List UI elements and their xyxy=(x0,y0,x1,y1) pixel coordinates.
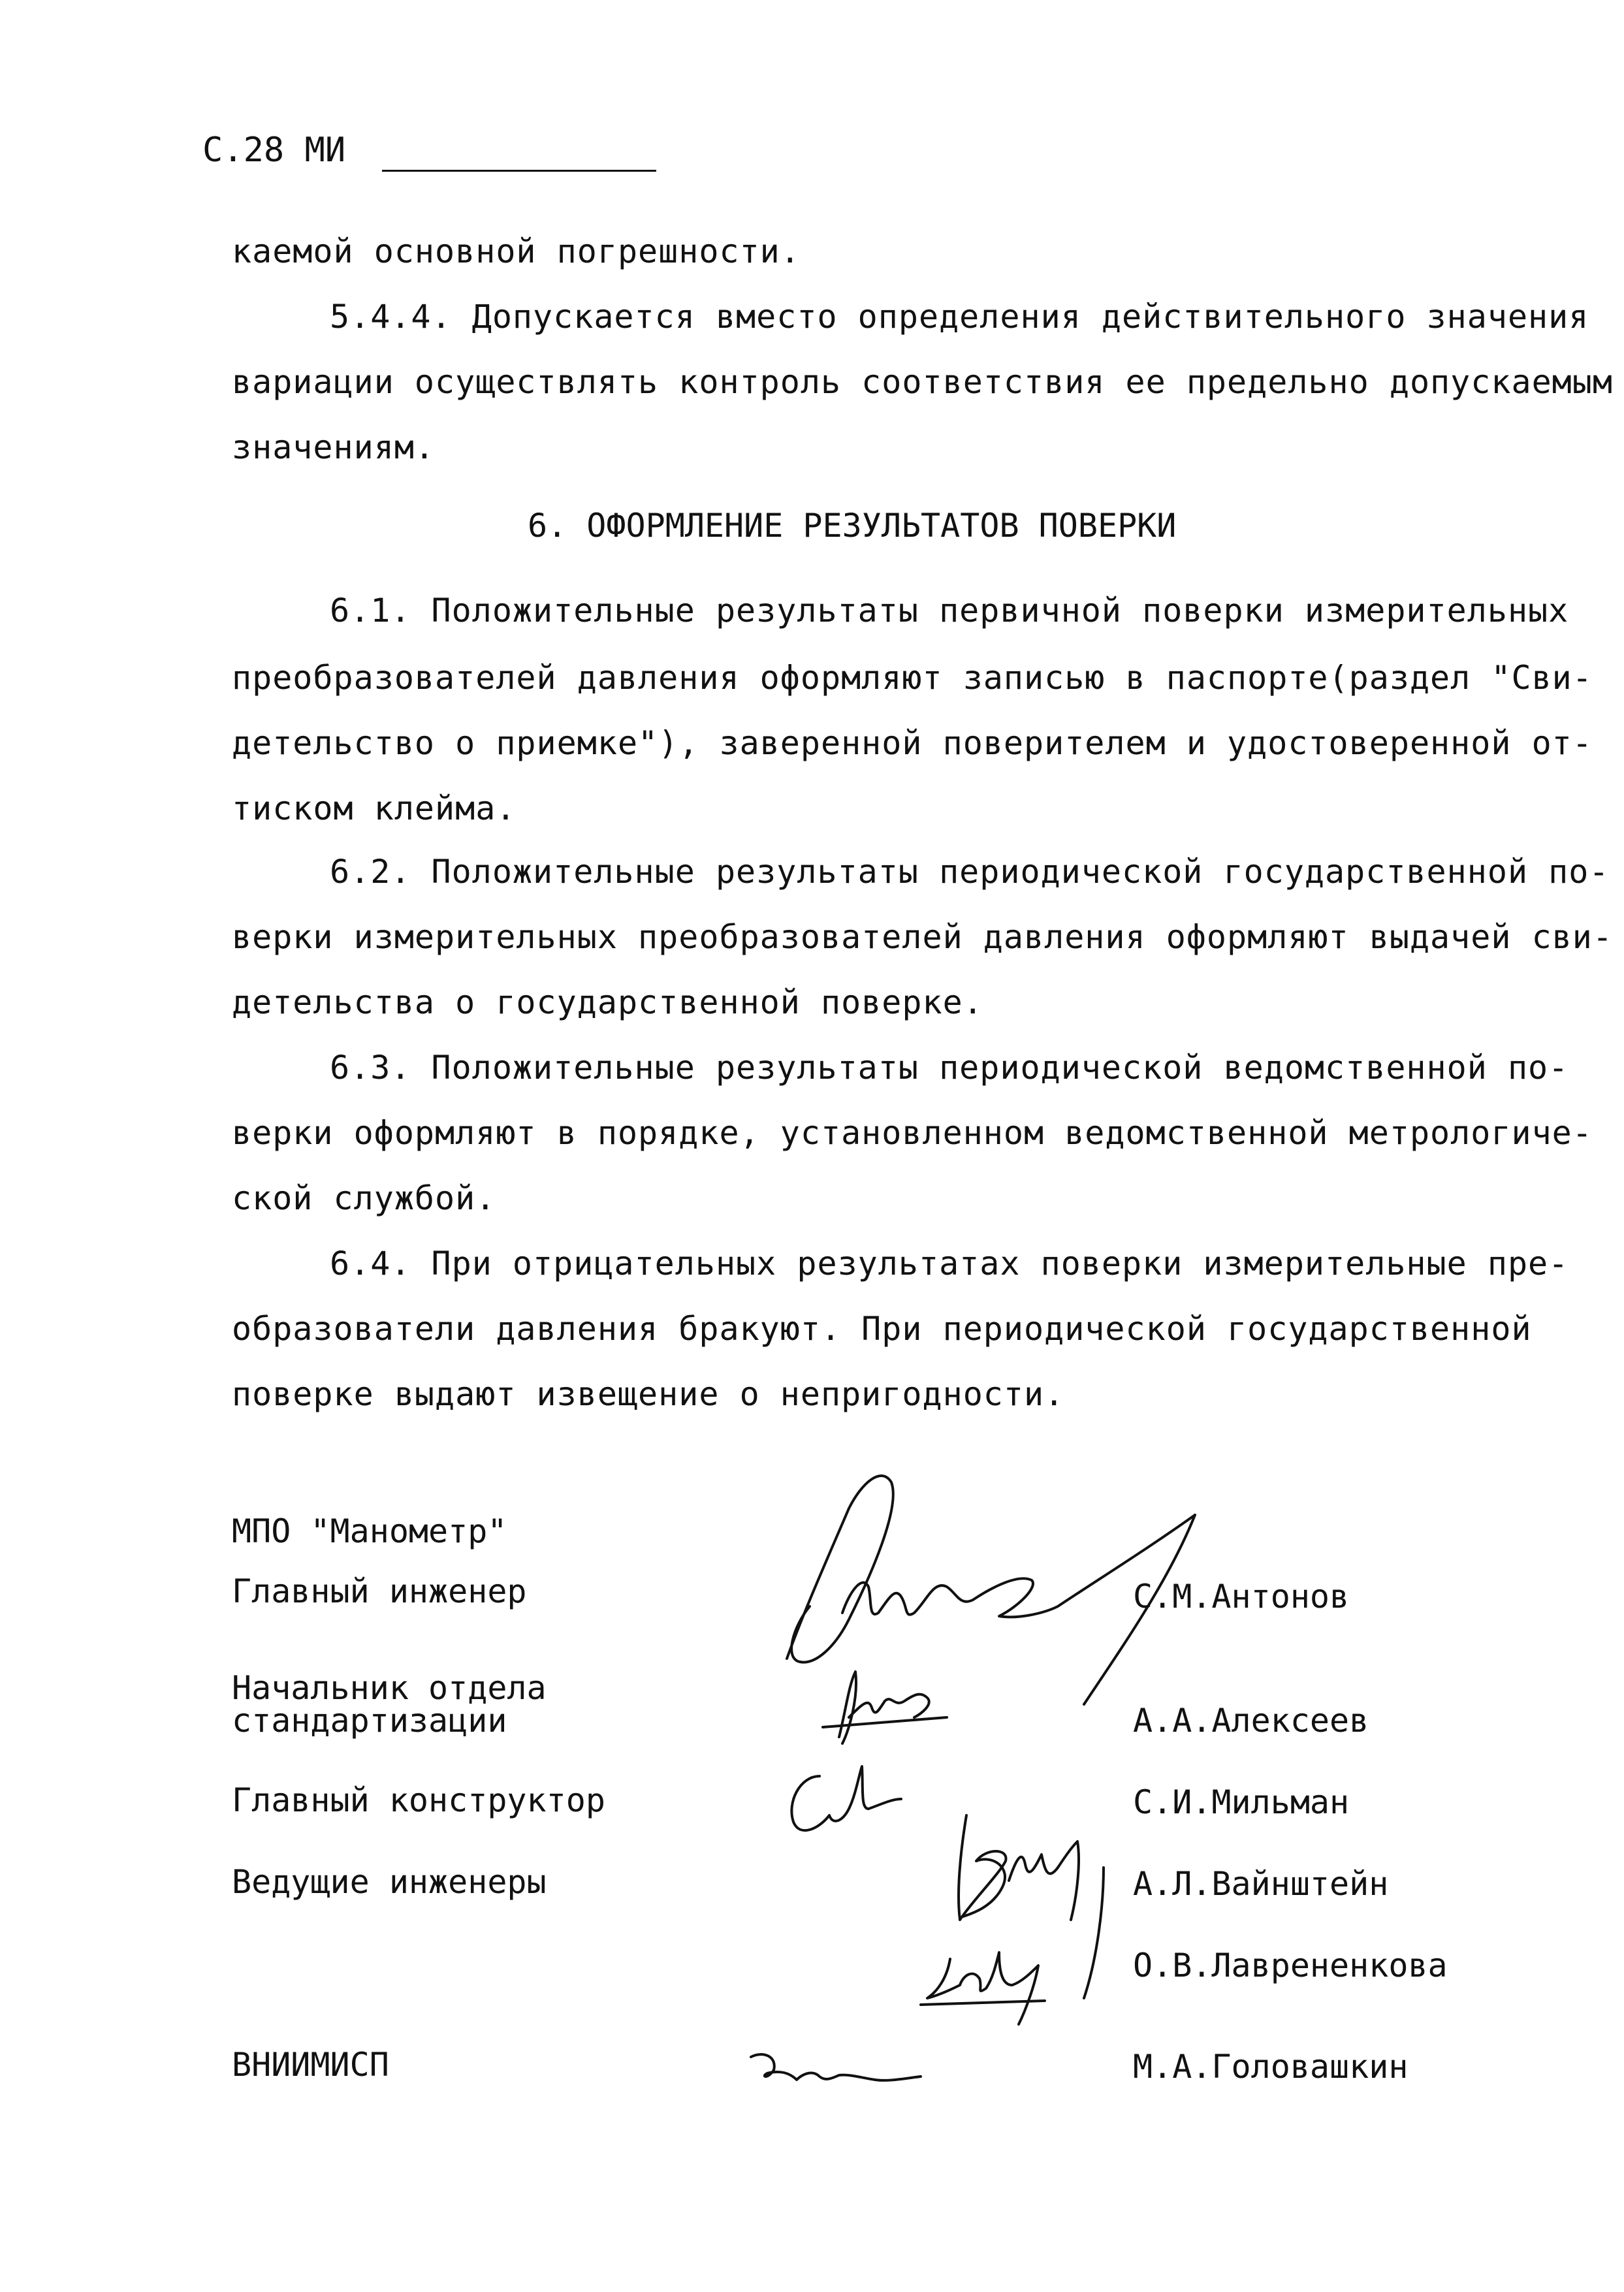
organization-label: ВНИИМИСП xyxy=(232,2046,389,2084)
header-blank-rule xyxy=(382,170,656,172)
paragraph-6-1-line: преобразователей давления оформляют записью в паспорте(раздел "Сви- xyxy=(232,659,1593,697)
paragraph-6-2-line: детельства о государственной поверке. xyxy=(232,983,983,1021)
paragraph-6-1-line: тиском клейма. xyxy=(232,789,517,827)
signature-alekseev xyxy=(823,1672,947,1743)
paragraph-6-2-line: верки измерительных преобразователей давления оформляют выдачей сви- xyxy=(232,918,1613,956)
organization-label: МПО "Манометр" xyxy=(232,1512,507,1550)
paragraph-6-4-line: поверке выдают извещение о непригодности. xyxy=(232,1375,1065,1413)
role-lead-engineers: Ведущие инженеры xyxy=(232,1863,547,1901)
signature-golovashkin xyxy=(751,2054,921,2080)
signatory-name: О.В.Лаврененкова xyxy=(1133,1947,1448,1984)
signatory-name: С.М.Антонов xyxy=(1133,1578,1350,1616)
role-chief-engineer: Главный инженер xyxy=(232,1572,527,1610)
paragraph-6-1-line: детельство о приемке"), заверенной поверителем и удостоверенной от- xyxy=(232,724,1593,762)
paragraph-6-2-line: 6.2. Положительные результаты периодической государственной по- xyxy=(330,853,1610,891)
signatory-name: А.Л.Вайнштейн xyxy=(1133,1865,1389,1903)
section-title: 6. ОФОРМЛЕНИЕ РЕЗУЛЬТАТОВ ПОВЕРКИ xyxy=(528,507,1177,545)
signature-lavrenenkova xyxy=(921,1952,1045,2024)
role-chief-designer: Главный конструктор xyxy=(232,1781,605,1819)
body-line: 5.4.4. Допускается вместо определения действительного значения xyxy=(330,298,1589,336)
body-line: каемой основной погрешности. xyxy=(232,232,801,270)
signatory-name: М.А.Головашкин xyxy=(1133,2048,1409,2086)
body-line: значениям. xyxy=(232,428,436,466)
role-dept-head: Начальник отдела xyxy=(232,1669,547,1707)
signature-vainshtein xyxy=(959,1815,1104,1998)
page-header: С.28 МИ xyxy=(202,131,346,170)
signatory-name: А.А.Алексеев xyxy=(1133,1702,1369,1740)
paragraph-6-1-line: 6.1. Положительные результаты первичной поверки измерительных xyxy=(330,592,1569,629)
signature-milman xyxy=(791,1766,901,1830)
signatory-name: С.И.Мильман xyxy=(1133,1783,1350,1821)
paragraph-6-3-line: ской службой. xyxy=(232,1179,496,1217)
body-line: вариации осуществлять контроль соответствия ее предельно допускаемым xyxy=(232,363,1613,401)
role-dept-head-cont: стандартизации xyxy=(232,1702,507,1740)
paragraph-6-4-line: 6.4. При отрицательных результатах поверки измерительные пре- xyxy=(330,1245,1569,1282)
paragraph-6-4-line: образователи давления бракуют. При периодической государственной xyxy=(232,1310,1532,1348)
paragraph-6-3-line: верки оформляют в порядке, установленном ведомственной метрологиче- xyxy=(232,1114,1593,1152)
paragraph-6-3-line: 6.3. Положительные результаты периодической ведомственной по- xyxy=(330,1049,1569,1087)
